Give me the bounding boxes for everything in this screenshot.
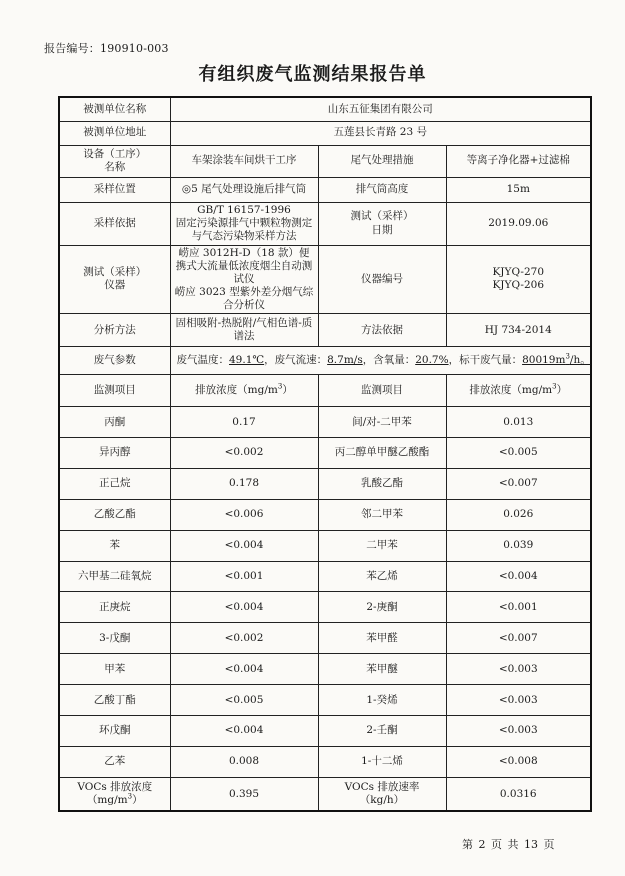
pollutant-name: 2-壬酮 (318, 716, 446, 747)
table-row (59, 499, 591, 530)
sampling-pos-value: ◎5 尾气处理设施后排气筒 (170, 177, 318, 202)
instrument-label: 测试（采样） 仪器 (59, 245, 170, 314)
pollutant-name: 乙苯 (59, 746, 170, 777)
pollutant-name: 乙酸丁酯 (59, 685, 170, 716)
table-row (59, 716, 591, 747)
oxygen-label: ，含氧量： (362, 354, 416, 367)
treatment-label: 尾气处理措施 (318, 145, 446, 177)
pollutant-name: 丙酮 (59, 407, 170, 438)
row-instrument (59, 245, 591, 314)
row-table-header (59, 375, 591, 407)
dry-flow-label: ，标干废气量： (448, 354, 523, 367)
sampling-pos-label: 采样位置 (59, 177, 170, 202)
unit-name-label: 被测单位名称 (59, 97, 170, 121)
row-unit-name (59, 97, 591, 121)
pollutant-name: 间/对-二甲苯 (318, 407, 446, 438)
equipment-label: 设备（工序） 名称 (59, 145, 170, 177)
emission-concentration: <0.005 (170, 685, 318, 716)
pollutant-name: 甲苯 (59, 654, 170, 685)
equipment-value: 车架涂装车间烘干工序 (170, 145, 318, 177)
gas-params-label: 废气参数 (59, 347, 170, 375)
pollutant-name: 正庚烷 (59, 592, 170, 623)
date-label: 测试（采样） 日期 (318, 202, 446, 245)
instrument-no-value: KJYQ-270 KJYQ-206 (446, 245, 591, 314)
table-row (59, 623, 591, 654)
emission-concentration: <0.006 (170, 499, 318, 530)
stack-height-value: 15m (446, 177, 591, 202)
vocs-rate-value: 0.0316 (446, 777, 591, 811)
pollutant-name: 苯甲醛 (318, 623, 446, 654)
emission-concentration: <0.003 (446, 716, 591, 747)
table-row (59, 592, 591, 623)
col-conc-header: 排放浓度$(mg/m^3)$ (170, 375, 318, 407)
unit-name-value: 山东五征集团有限公司 (170, 97, 591, 121)
report-number-label: 报告编号： (44, 42, 100, 55)
emission-concentration: <0.003 (446, 685, 591, 716)
pollutant-name: 二甲苯 (318, 530, 446, 561)
unit-addr-value: 五莲县长青路 23 号 (170, 121, 591, 145)
table-row (59, 468, 591, 499)
emission-concentration: <0.004 (170, 530, 318, 561)
col-conc-header-2: 排放浓度$(mg/m^3)$ (446, 375, 591, 407)
report-table (58, 96, 592, 812)
pollutant-name: 1-十二烯 (318, 746, 446, 777)
table-row (59, 530, 591, 561)
emission-concentration: <0.002 (170, 438, 318, 469)
row-unit-addr (59, 121, 591, 145)
col-item-header-2: 监测项目 (318, 375, 446, 407)
emission-concentration: <0.004 (170, 592, 318, 623)
emission-concentration: 0.039 (446, 530, 591, 561)
emission-concentration: <0.005 (446, 438, 591, 469)
emission-concentration: <0.004 (170, 654, 318, 685)
pollutant-name: 环戊酮 (59, 716, 170, 747)
gas-params-value (170, 347, 591, 375)
report-number (44, 40, 169, 56)
pollutant-name: 正己烷 (59, 468, 170, 499)
pollutant-name: 丙二醇单甲醚乙酸酯 (318, 438, 446, 469)
pollutant-name: 邻二甲苯 (318, 499, 446, 530)
row-method (59, 314, 591, 347)
emission-concentration: 0.013 (446, 407, 591, 438)
table-row (59, 438, 591, 469)
temp-value: 49.1℃ (229, 354, 265, 367)
unit-addr-label: 被测单位地址 (59, 121, 170, 145)
emission-concentration: <0.004 (170, 716, 318, 747)
pollutant-name: 乳酸乙酯 (318, 468, 446, 499)
pollutant-name: 六甲基二硅氧烷 (59, 561, 170, 592)
table-row (59, 407, 591, 438)
oxygen-value: 20.7% (415, 354, 449, 367)
method-value: 固相吸附-热脱附/气相色谱-质谱法 (170, 314, 318, 347)
page-number: 第 2 页 共 13 页 (462, 838, 555, 851)
row-basis (59, 202, 591, 245)
method-basis-value: HJ 734-2014 (446, 314, 591, 347)
basis-label: 采样依据 (59, 202, 170, 245)
pollutant-name: 3-戊酮 (59, 623, 170, 654)
pollutant-name: 1-癸烯 (318, 685, 446, 716)
emission-concentration: <0.003 (446, 654, 591, 685)
table-row (59, 561, 591, 592)
table-row (59, 746, 591, 777)
emission-concentration: <0.007 (446, 623, 591, 654)
row-sampling-pos (59, 177, 591, 202)
pollutant-name: 苯甲醚 (318, 654, 446, 685)
vocs-conc-value: 0.395 (170, 777, 318, 811)
page-title: 有组织废气监测结果报告单 (198, 64, 427, 85)
stack-height-label: 排气筒高度 (318, 177, 446, 202)
table-row (59, 654, 591, 685)
emission-concentration: 0.178 (170, 468, 318, 499)
emission-concentration: <0.007 (446, 468, 591, 499)
emission-concentration: 0.17 (170, 407, 318, 438)
method-label: 分析方法 (59, 314, 170, 347)
treatment-value: 等离子净化器+过滤棉 (446, 145, 591, 177)
emission-concentration: <0.001 (446, 592, 591, 623)
emission-concentration: 0.008 (170, 746, 318, 777)
basis-value: GB/T 16157-1996 固定污染源排气中颗粒物测定与气态污染物采样方法 (170, 202, 318, 245)
pollutant-name: 苯 (59, 530, 170, 561)
emission-concentration: <0.002 (170, 623, 318, 654)
instrument-no-label: 仪器编号 (318, 245, 446, 314)
col-item-header: 监测项目 (59, 375, 170, 407)
instrument-value: 崂应 3012H-D（18 款）便携式大流量低浓度烟尘自动测试仪 崂应 3023 型紫外差分烟气综合分析仪 (170, 245, 318, 314)
row-vocs (59, 777, 591, 811)
row-equipment (59, 145, 591, 177)
emission-concentration: <0.008 (446, 746, 591, 777)
emission-concentration: 0.026 (446, 499, 591, 530)
method-basis-label: 方法依据 (318, 314, 446, 347)
row-gas-params (59, 347, 591, 375)
pollutant-name: 乙酸乙酯 (59, 499, 170, 530)
emission-concentration: <0.004 (446, 561, 591, 592)
dry-flow-value: $80019m^3/h$。 (522, 352, 591, 367)
pollutant-name: 异丙醇 (59, 438, 170, 469)
vocs-rate-label: VOCs 排放速率 （kg/h） (318, 777, 446, 811)
date-value: 2019.09.06 (446, 202, 591, 245)
vocs-conc-label: VOCs 排放浓度 $(mg/m^3)$ (59, 777, 170, 811)
pollutant-name: 苯乙烯 (318, 561, 446, 592)
table-row (59, 685, 591, 716)
flow-label: ，废气流速： (264, 354, 328, 367)
flow-value: 8.7m/s (327, 354, 363, 367)
emission-concentration: <0.001 (170, 561, 318, 592)
pollutant-name: 2-庚酮 (318, 592, 446, 623)
temp-label: 废气温度： (176, 354, 229, 367)
report-number-value: 190910-003 (100, 42, 169, 55)
